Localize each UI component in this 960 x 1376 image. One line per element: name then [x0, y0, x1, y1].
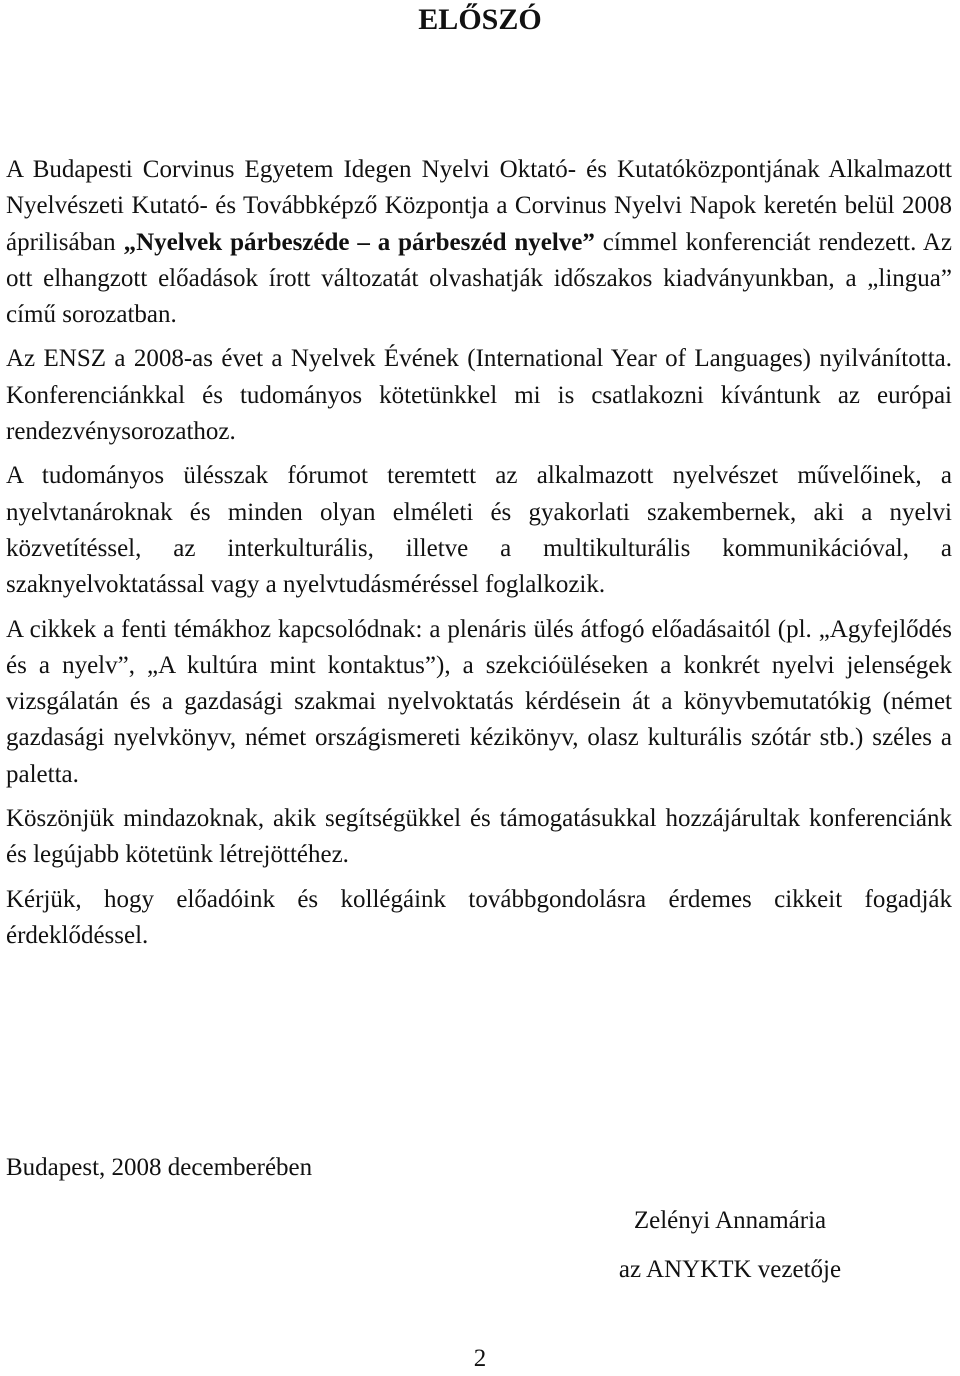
- paragraph-articles: A cikkek a fenti témákhoz kapcsolódnak: a plenáris ülés átfogó előadásaitól (pl. „Agyfejlődés és a nyelv”, „A kultúra mint kontaktus”), a szekcióüléseken a konkrét nyelvi jelenségek vizsgálatán és a gazdasági szakmai nyelvoktatás kérdésein át a könyvbemutatókig (német gazdasági nyelvkönyv, német országismereti kézikönyv, olasz kulturális szótár stb.) széles a paletta.: [6, 615, 952, 788]
- paragraph-session-forum: A tudományos ülésszak fórumot teremtett az alkalmazott nyelvészet művelőinek, a nyelvtanároknak és minden olyan elméleti és gyakorlati szakembernek, aki a nyelvi közvetítéssel, az interkulturális, illetve a multikulturális kommunikációval, a szaknyelvoktatással vagy a nyelvtudásméréssel foglalkozik.: [6, 462, 952, 599]
- place-date: Budapest, 2008 decemberében: [6, 1154, 313, 1181]
- paragraph-thanks: Köszönjük mindazoknak, akik segítségükkel és támogatásukkal hozzájárultak konferenciánk és legújabb kötetünk létrejöttéhez.: [6, 805, 952, 869]
- page-number: 2: [473, 1345, 487, 1372]
- page-title: ELŐSZÓ: [418, 3, 542, 36]
- paragraph-conference-intro: [6, 152, 952, 333]
- paragraph-text: A Budapesti Corvinus Egyetem Idegen Nyelvi Oktató- és Kutatóközpontjának Alkalmazott Nyelvészeti Kutató- és Továbbképző Központja a Corvinus Nyelvi Napok keretén belül 2008 áprilisában: [6, 156, 952, 256]
- conference-title: „Nyelvek párbeszéde – a párbeszéd nyelve”: [123, 228, 595, 256]
- paragraph-text: címmel konferenciát rendezett. Az ott elhangzott előadások írott változatát olvashatják időszakos kiadványunkban, a „lingua” című sorozatban.: [6, 228, 953, 329]
- paragraph-un-year: Az ENSZ a 2008-as évet a Nyelvek Évének (International Year of Languages) nyilvánította. Konferenciánkkal és tudományos kötetünkkel mi is csatlakozni kívántunk az európai rendezvénysorozathoz.: [6, 345, 952, 446]
- signer-name: Zelényi Annamária: [633, 1207, 827, 1234]
- signer-role: az ANYKTK vezetője: [618, 1256, 842, 1283]
- paragraph-request: Kérjük, hogy előadóink és kollégáink továbbgondolásra érdemes cikkeit fogadják érdeklődéssel.: [6, 885, 952, 949]
- preface-body: [6, 152, 952, 962]
